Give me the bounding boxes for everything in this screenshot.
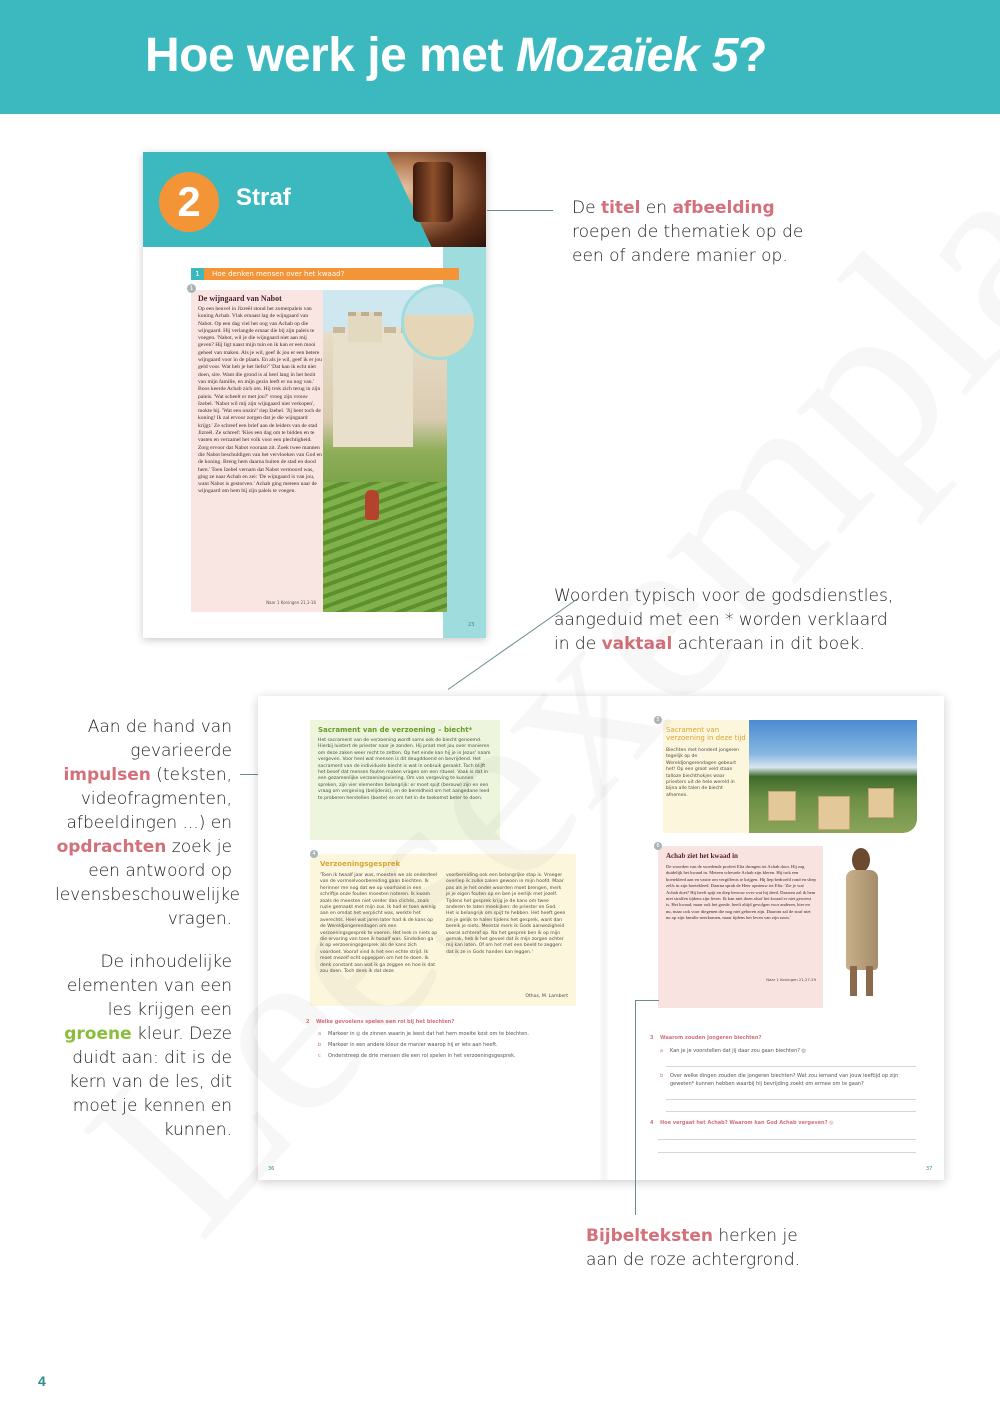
callout-impulsen: Aan de hand van gevarieerde impulsen (teksten, videofragmenten, afbeeldingen ...) en opdrachten zoek je een antwoord op levensbeschouwelijke vragen.: [55, 717, 240, 929]
answer-line[interactable]: [666, 1111, 916, 1112]
spread-fold: [599, 696, 609, 1180]
story-source: Naar 1 Koningen 21,1-16: [266, 600, 316, 605]
callout-bijbelteksten: Bijbelteksten herken je aan de roze achtergrond.: [586, 1226, 801, 1270]
yellow-box-body: Biechten met honderd jongeren tegelijk op de Wereldjongerendagen gebeurt het! Op een groot veld staan talloze biechthokjes waar priesters uit de hele wereld in bijna alle talen de biecht afnemen.: [666, 748, 740, 798]
section-number: 1: [191, 268, 204, 280]
green-box-title: Sacrament van de verzoening – biecht*: [318, 726, 473, 734]
tower-illustration: [348, 312, 382, 342]
worker-figure: [365, 490, 379, 520]
question-3a: a Kan je je voorstellen dat jij daar zou gaan biechten? ◎: [660, 1048, 806, 1054]
castle-illustration: [333, 327, 413, 447]
connector-line: [635, 1000, 659, 1001]
pink-box-body: De woorden van de woedende profeet Elia drongen tot Achab door. Hij zag duidelijk het kwaad in. Meteen scheurde Achab zijn kleren. Hij trok een boetekleed aan en vastte om vergiffenis te krijgen. Hij liep bedroefd rond en sliep zelfs in zijn boetekleed. Daarna sprak de Heer opnieuw tot Elia: 'Zie je wat Achab doet? Hij heeft spijt en diep berouw over wat hij deed. Daarom zal ik hem niet straffen tijdens zijn leven. Ik kan niet doen alsof het kwaad er niet geweest is. Het kwaad, maar ook het goede, heeft altijd gevolgen voor anderen, hier en nu, maar ook voor diegenen die nog niet geboren zijn. Daarom zal de straf niet nu op zijn familie neerkomen, maar tijdens het leven van zijn zoon.': [666, 864, 816, 921]
right-page-number: 37: [926, 1166, 933, 1172]
item-number-badge: 5: [654, 716, 662, 724]
figure-head: [852, 848, 870, 872]
page-header: [0, 0, 1000, 114]
preview-page-number: 23: [468, 622, 475, 628]
answer-line[interactable]: [658, 1139, 916, 1140]
booth-shape: [818, 796, 850, 830]
callout-vaktaal: Woorden typisch voor de godsdienstles, aangeduid met een * worden verklaard in de vaktaal achteraan in dit boek.: [554, 586, 894, 654]
figure-body: [846, 870, 878, 970]
booth-shape: [868, 788, 894, 818]
page-title: Hoe werk je met Mozaïek 5?: [145, 29, 767, 82]
question-3b: b Over welke dingen zouden die jongeren biechten? Wat zou iemand van jouw leeftijd op zijn: [660, 1073, 899, 1079]
pink-box-source: Naar 1 Koningen 21,27-29: [766, 977, 816, 982]
yellow-box-title: Sacrament van verzoening in deze tijd: [666, 726, 746, 742]
question-2b: b Markeer in een andere kleur de manier waarop hij er iets aan heeft.: [318, 1042, 498, 1048]
item-number-badge: 4: [310, 850, 318, 858]
story-title: De wijngaard van Nabot: [198, 294, 282, 303]
connector-line: [635, 1000, 636, 1215]
question-2c: c Onderstreep de drie mensen die een rol spelen in het verzoeningsgesprek.: [318, 1053, 516, 1059]
figure-leg: [866, 966, 873, 996]
page-number: 4: [38, 1373, 46, 1389]
vineyard-rows: [323, 482, 447, 612]
answer-line[interactable]: [658, 1152, 916, 1153]
left-page-number: 36: [268, 1166, 275, 1172]
yellow-box-col2: voorbereiding ook een belangrijke stap is. Vroeger overliep ik zulke zaken gewoon in mijn hoofd. Maar pas als je het onder woorden moet brengen, merk je je eigen fouten op en ben je eerlijk met jezelf. Tijdens het gesprek krijg je de kans om twee anderen te laten meekijken: de priester en God. Het is belangrijk om spijt te hebben. Het heeft geen zin je gelijk te halen tijdens het gesprek, want dan bereik je niets. Meestal merk ik Gods aanwezigheid vooral achteraf op. Na het gesprek ben ik op mijn gemak, heb ik het gevoel dat ik mijn zorgen achter mij kan laten. Of om het met een beeld te zeggen: dat ik ze in Gods handen kan leggen.': [446, 873, 566, 955]
chapter-number-badge: 2: [159, 172, 219, 232]
green-box-body: Het sacrament van de verzoening wordt soms ook de biecht genoemd. Hierbij luistert de priester naar je zonden. Hij praat met jou over manieren om deze zaken weer recht te zetten. Op het einde kan hij je in Jezus' naam vergeven. Voor heel wat mensen is dit deugddoend en bevrijdend. Het sacrament van de individuele biecht is wat in onbruik geraakt. Toch blijft het besef dat mensen fouten maken vragen om een ritueel. Vaak is dat in een gezamenlijke verzoeningsviering. Om van vergeving te kunnen spreken, zijn vier elementen belangrijk: er moet spijt (berouw) zijn en een vraag om vergeving (belijdenis), en de bereidheid om het aangedane leed te proberen herstellen (boete) en om het in de toekomst beter te doen.: [318, 738, 491, 801]
chapter-title: Straf: [236, 184, 291, 211]
question-2-title: 2 Welke gevoelens spelen een rol bij het biechten?: [306, 1019, 455, 1025]
yellow-box-col1: 'Toen ik twaalf jaar was, moesten we als onderdeel van de vormselvoorbereiding gaan biechten. Ik herinner me nog dat we op voorhand in een schriftje onze fouten moesten noteren. Ik kwam zoals de meesten niet verder dan clichés, zoals ruzie gemaakt met mijn zus. Ik had er toen weinig aan en omdat het verplicht was, werkte het averechts. Heel wat jaren later had ik de kans op de Wereldjongerendagen om een verzoeningsgesprek te voeren. Het leek in niets op die ervaring van toen ik twaalf was. Sindsdien ga ik op verzoeningsgesprek als de kans zich voordoet. Vooraf vind ik het een echte strijd. Ik moet mezelf echt oppeppen om het te doen. Ik denk constant aan wat ik ga zeggen en hoe ik dat zou doen. Toch denk ik dat deze: [320, 873, 438, 975]
lesson-spread-preview: [258, 696, 944, 1180]
callout-title-image: De titel en afbeelding roepen de thematiek op de een of andere manier op.: [572, 198, 804, 266]
booth-shape: [768, 791, 796, 821]
answer-line[interactable]: [666, 1099, 916, 1100]
question-3b-cont: geweten* kunnen hebben waarbij hij bevrijding zoekt om ermee om te gaan?: [670, 1081, 864, 1087]
pink-box-title: Achab ziet het kwaad in: [666, 852, 738, 860]
question-3-title: 3 Waarom zouden jongeren biechten?: [650, 1035, 762, 1041]
achab-figure: [836, 848, 886, 998]
item-number-badge: 1: [187, 284, 196, 293]
connector-line: [487, 210, 553, 211]
yellow-box-source: Othas, M. Lambert: [525, 994, 568, 999]
section-title: Hoe denken mensen over het kwaad?: [212, 270, 345, 278]
question-4-title: 4 Hoe vergaat het Achab? Waarom kan God Achab vergeven? ◎: [650, 1120, 834, 1126]
figure-leg: [850, 966, 857, 996]
answer-line[interactable]: [666, 1066, 916, 1067]
gavel-head-icon: [413, 162, 453, 222]
story-body: Op een heuvel in Jizreël stond het zomerpaleis van koning Achab. Vlak ernaast lag de wijngaard van Nabot. Op een dag viel het oog van Achab op die wijngaard. Hij verlangde ernaar die bij zijn paleis te voegen. 'Nabot, wil je die wijngaard niet aan mij geven? Hij ligt naast mijn tuin en ik kan er een mooi geheel van maken. Als je wil, geef ik jou er een betere wijngaard voor in de plaats. En als je wil, geef ik er jou geld voor. Wat heb je het liefst?' 'Dat kan ik echt niet doen, sire. Want die grond is al heel lang in het bezit van mijn familie, en mijn gezin leeft er nu nog van.' Boos keerde Achab zich om. Hij trok zich terug in zijn paleis. 'Wat scheelt er met jou?' vroeg zijn vrouw Izebel. 'Nabot wil mij zijn wijngaard niet verkopen', mokte hij. 'Wat een onzin!' riep Izebel. 'Jij bent toch de koning! Ik zal ervoor zorgen dat je die wijngaard krijgt.' Ze schreef een brief aan de leiders van de stad Jizreël. Ze schreef: 'Kies een dag om te bidden en te vasten en verzamel het volk voor een plechtigheid. Zorg ervoor dat Nabot vooraan zit. Zoek twee mannen die Nabot beschuldigen van het vervloeken van God en de koning. Breng hem daarna buiten de stad en dood hem.' Toen Izebel vernam dat Nabot vermoord was, ging ze naar Achab en zei: 'De wijngaard is van jou, want Nabot is gestorven.' Achab ging meteen naar de wijngaard om hem bij zijn paleis te voegen.: [198, 306, 322, 495]
yellow-box-title: Verzoeningsgesprek: [320, 860, 401, 868]
detail-circle-image: [401, 284, 477, 360]
question-2a: a Markeer in ◎ de zinnen waarin je leest dat het hem moeite kost om te biechten.: [318, 1031, 529, 1037]
item-number-badge: 6: [654, 842, 662, 850]
callout-groen: De inhoudelijke elementen van een les krijgen een groene kleur. Deze duidt aan: dit is de kern van de les, dit moet je kennen en kunnen.: [64, 952, 232, 1140]
chapter-page-preview: [143, 152, 486, 638]
